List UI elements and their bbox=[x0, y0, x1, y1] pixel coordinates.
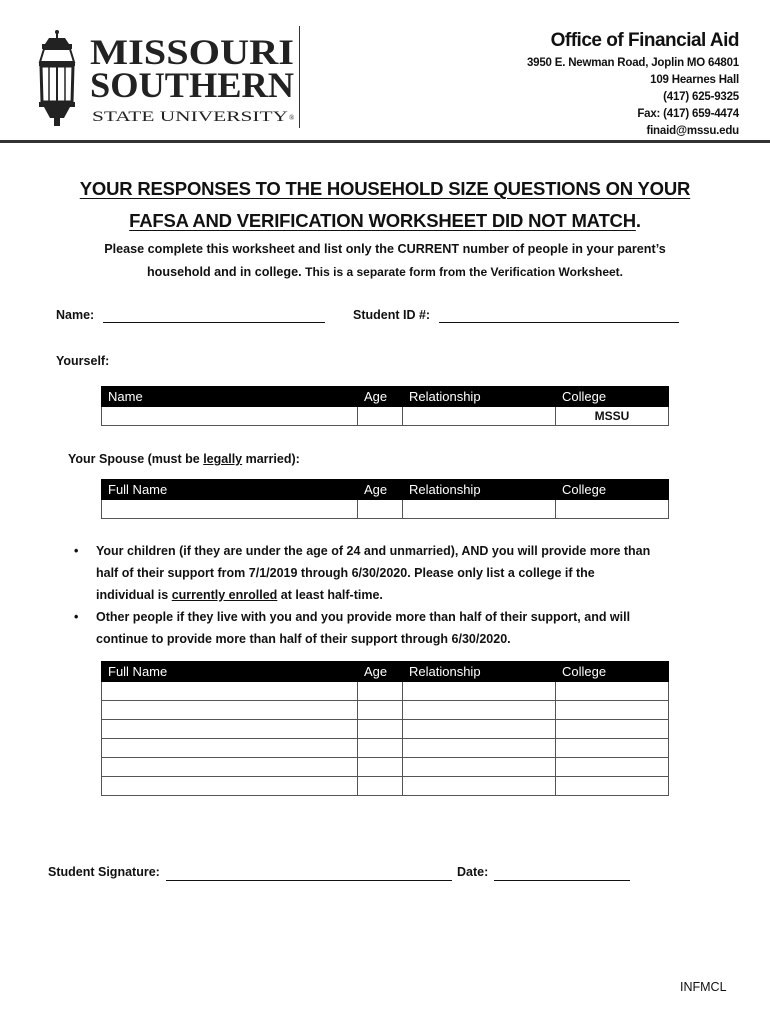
name-cell[interactable] bbox=[102, 407, 358, 426]
column-header: Relationship bbox=[403, 387, 556, 407]
college-cell[interactable] bbox=[556, 758, 669, 777]
column-header: College bbox=[556, 480, 669, 500]
headline-line2: FAFSA AND VERIFICATION WORKSHEET DID NOT MATCH. bbox=[129, 210, 641, 231]
age-cell[interactable] bbox=[358, 407, 403, 426]
table-row bbox=[102, 500, 669, 519]
logo-divider bbox=[299, 26, 300, 128]
column-header: Name bbox=[102, 387, 358, 407]
bullet-icon: • bbox=[74, 544, 79, 558]
name-label: Name: bbox=[56, 308, 95, 322]
student-id-label: Student ID #: bbox=[353, 308, 431, 322]
table-header-row bbox=[102, 662, 669, 682]
relationship-cell[interactable] bbox=[403, 777, 556, 796]
table-row bbox=[102, 739, 669, 758]
age-cell[interactable] bbox=[358, 720, 403, 739]
table-row bbox=[102, 758, 669, 777]
bullet-other-people: • Other people if they live with you and you provide more than half of their support, and will continue to provide more than half of their support through 6/30/2020. bbox=[70, 606, 710, 650]
relationship-cell[interactable] bbox=[403, 682, 556, 701]
relationship-cell[interactable] bbox=[403, 701, 556, 720]
column-header: College bbox=[556, 662, 669, 682]
table-row bbox=[102, 682, 669, 701]
office-address: 3950 E. Newman Road, Joplin MO 64801 bbox=[526, 57, 739, 69]
name-cell[interactable] bbox=[102, 500, 358, 519]
table-row bbox=[102, 407, 669, 426]
office-title: Office of Financial Aid bbox=[550, 30, 739, 51]
relationship-cell[interactable] bbox=[403, 720, 556, 739]
office-phone: (417) 625-9325 bbox=[663, 91, 739, 103]
university-logo bbox=[30, 28, 302, 130]
name-cell[interactable] bbox=[102, 701, 358, 720]
age-cell[interactable] bbox=[358, 758, 403, 777]
date-field[interactable] bbox=[494, 880, 630, 881]
college-cell[interactable] bbox=[556, 739, 669, 758]
column-header: College bbox=[556, 387, 669, 407]
column-header: Age bbox=[358, 662, 403, 682]
yourself-heading: Yourself: bbox=[56, 354, 110, 368]
name-cell[interactable] bbox=[102, 682, 358, 701]
household-members-table bbox=[101, 661, 669, 796]
age-cell[interactable] bbox=[358, 777, 403, 796]
college-cell[interactable] bbox=[556, 777, 669, 796]
relationship-cell[interactable] bbox=[403, 500, 556, 519]
age-cell[interactable] bbox=[358, 682, 403, 701]
age-cell[interactable] bbox=[358, 500, 403, 519]
table-header-row bbox=[102, 387, 669, 407]
table-row bbox=[102, 701, 669, 720]
table-row bbox=[102, 720, 669, 739]
signature-field[interactable] bbox=[166, 880, 452, 881]
bullet-icon: • bbox=[74, 610, 79, 624]
bullet-children: • Your children (if they are under the age of 24 and unmarried), AND you will provide more than half of their support from 7/1/2019 through 6/30/2020. Please only list a college if the individual is currently enrolled at least half-time. bbox=[70, 540, 710, 606]
signature-label: Student Signature: bbox=[48, 865, 160, 879]
column-header: Relationship bbox=[403, 480, 556, 500]
college-cell[interactable]: MSSU bbox=[556, 407, 669, 426]
college-cell[interactable] bbox=[556, 500, 669, 519]
office-contact bbox=[430, 55, 739, 140]
office-fax: Fax: (417) 659-4474 bbox=[637, 108, 739, 120]
relationship-cell[interactable] bbox=[403, 758, 556, 777]
name-field[interactable] bbox=[103, 322, 325, 323]
headline-line1: YOUR RESPONSES TO THE HOUSEHOLD SIZE QUESTIONS ON YOUR bbox=[79, 178, 691, 199]
column-header: Full Name bbox=[102, 662, 358, 682]
relationship-cell[interactable] bbox=[403, 739, 556, 758]
column-header: Full Name bbox=[102, 480, 358, 500]
table-row bbox=[102, 777, 669, 796]
student-id-field[interactable] bbox=[439, 322, 679, 323]
age-cell[interactable] bbox=[358, 739, 403, 758]
lantern-icon bbox=[39, 30, 75, 126]
college-cell[interactable] bbox=[556, 682, 669, 701]
age-cell[interactable] bbox=[358, 701, 403, 720]
office-building: 109 Hearnes Hall bbox=[650, 74, 739, 86]
relationship-cell[interactable] bbox=[403, 407, 556, 426]
spouse-heading: Your Spouse (must be legally married): bbox=[68, 452, 300, 466]
logo-line1: MISSOURI bbox=[90, 32, 294, 72]
form-code: INFMCL bbox=[680, 980, 727, 994]
spouse-table bbox=[101, 479, 669, 519]
instructions-line1: Please complete this worksheet and list only the CURRENT number of people in your parent’s bbox=[104, 242, 666, 256]
column-header: Age bbox=[358, 387, 403, 407]
eligibility-bullets bbox=[70, 540, 710, 650]
instructions-line2: household and in college. This is a separate form from the Verification Worksheet. bbox=[146, 265, 623, 279]
college-cell[interactable] bbox=[556, 720, 669, 739]
column-header: Relationship bbox=[403, 662, 556, 682]
office-email[interactable]: finaid@mssu.edu bbox=[646, 125, 739, 137]
name-cell[interactable] bbox=[102, 777, 358, 796]
table-header-row bbox=[102, 480, 669, 500]
logo-line2: SOUTHERN bbox=[90, 65, 294, 105]
registered-mark: ® bbox=[289, 114, 295, 122]
date-label: Date: bbox=[457, 865, 489, 879]
name-cell[interactable] bbox=[102, 720, 358, 739]
logo-line3: STATE UNIVERSITY bbox=[92, 109, 289, 125]
name-cell[interactable] bbox=[102, 739, 358, 758]
column-header: Age bbox=[358, 480, 403, 500]
name-cell[interactable] bbox=[102, 758, 358, 777]
yourself-table bbox=[101, 386, 669, 426]
header-divider bbox=[0, 140, 770, 143]
college-cell[interactable] bbox=[556, 701, 669, 720]
